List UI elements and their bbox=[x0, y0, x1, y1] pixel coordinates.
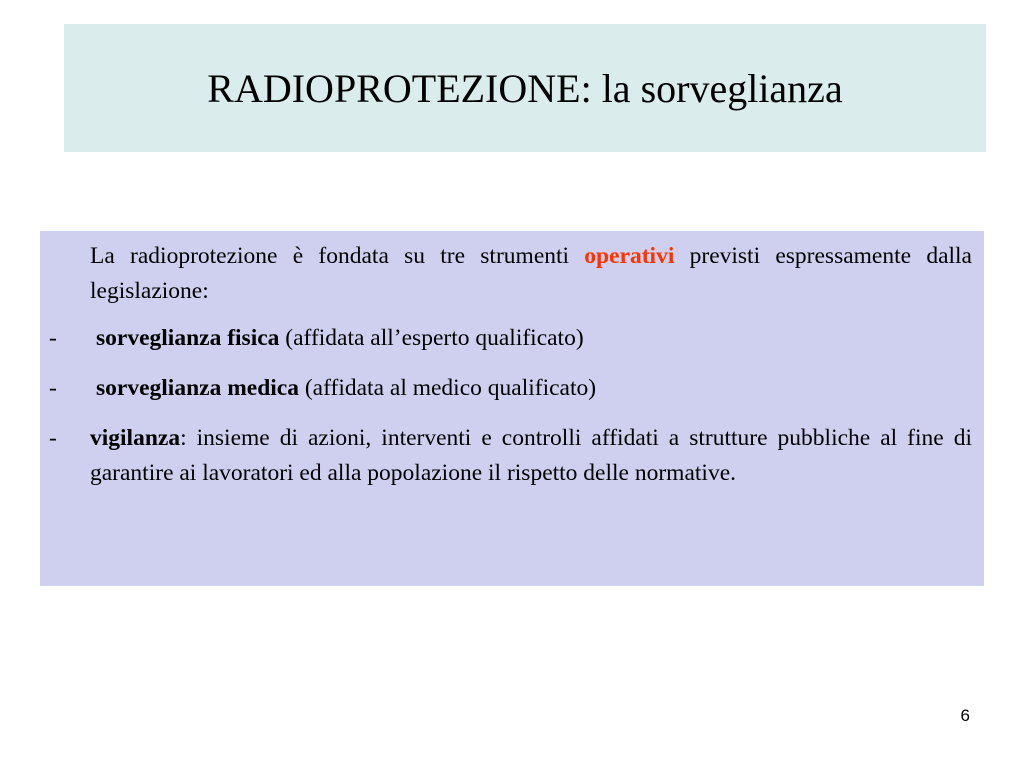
list-item-bold-label: sorveglianza fisica bbox=[96, 325, 280, 351]
intro-text-before: La radioprotezione è fondata su tre strumenti bbox=[90, 243, 585, 269]
title-banner bbox=[64, 24, 986, 152]
list-item-bold-label: sorveglianza medica bbox=[96, 375, 299, 401]
page-number: 6 bbox=[960, 706, 970, 725]
list-item-sorveglianza-medica bbox=[40, 371, 972, 406]
content-panel bbox=[40, 231, 984, 586]
list-item-bold-label: vigilanza bbox=[90, 425, 181, 451]
intro-highlight: operativi bbox=[584, 243, 675, 269]
list-dash: - bbox=[49, 325, 57, 351]
list-item-text: (affidata al medico qualificato) bbox=[298, 375, 597, 401]
list-item-text: : insieme di azioni, interventi e controlli affidati a strutture pubbliche al fine di garantire ai lavoratori ed alla popolazione il rispetto delle normative. bbox=[90, 425, 972, 486]
list-item-sorveglianza-fisica bbox=[40, 321, 972, 356]
list-item-text: (affidata all’esperto qualificato) bbox=[279, 325, 584, 351]
slide-title: RADIOPROTEZIONE: la sorveglianza bbox=[207, 65, 843, 111]
list-dash: - bbox=[49, 425, 57, 451]
intro-paragraph bbox=[40, 239, 972, 309]
intro-text-after: previsti espressamente dalla legislazione: bbox=[90, 243, 972, 304]
list-dash: - bbox=[49, 375, 57, 401]
list-item-vigilanza bbox=[40, 421, 972, 491]
